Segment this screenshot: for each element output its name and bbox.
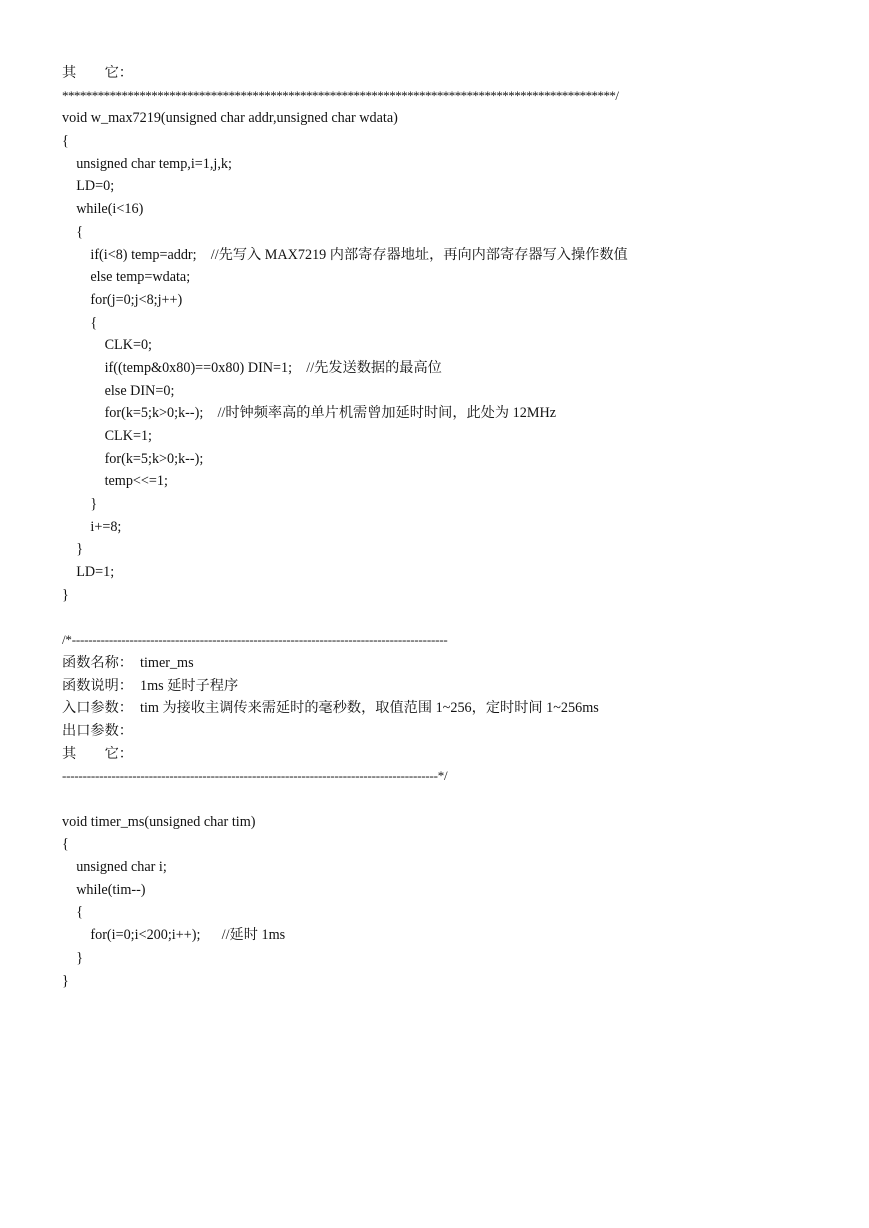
code-line: for(i=0;i<200;i++); //延时 1ms [62,927,286,944]
code-line: while(tim--) [62,881,146,898]
code-line: } [62,496,98,513]
code-line: if((temp&0x80)==0x80) DIN=1; //先发送数据的最高位 [62,359,442,376]
code-line: else DIN=0; [62,382,175,399]
function-signature-w-max7219: void w_max7219(unsigned char addr,unsigned char wdata) [62,110,398,127]
code-line: for(k=5;k>0;k--); [62,450,204,467]
comment-dash-divider-start: /*------------------------------------------------------------------------------------------- [62,632,448,648]
code-line: { [62,133,69,150]
code-line: CLK=0; [62,337,152,354]
code-listing [62,62,628,992]
code-line: } [62,972,69,989]
code-line: while(i<16) [62,201,144,218]
blank-line [62,607,628,630]
other-field: 其 它： [62,745,133,762]
code-line: else temp=wdata; [62,269,191,286]
code-line: i+=8; [62,518,122,535]
code-line: for(k=5;k>0;k--); //时钟频率高的单片机需曾加延时时间，此处为 12MHz [62,405,557,422]
code-line: } [62,586,69,603]
code-line: { [62,314,98,331]
code-line: } [62,541,83,558]
function-name-field: 函数名称： timer_ms [62,654,194,671]
code-line: } [62,949,83,966]
code-line: { [62,836,69,853]
comment-other-label: 其 它： [62,65,133,81]
code-line: { [62,904,83,921]
code-line: unsigned char i; [62,859,167,876]
code-line: for(j=0;j<8;j++) [62,291,183,308]
function-description-field: 函数说明： 1ms 延时子程序 [62,677,239,694]
output-parameters-field: 出口参数： [62,722,133,739]
code-line: CLK=1; [62,428,152,444]
code-line: LD=1; [62,564,115,581]
code-line: { [62,223,83,240]
blank-line [62,788,628,811]
comment-stars-divider: *********************************************************************************************/ [62,87,619,103]
comment-dash-divider-end: -------------------------------------------------------------------------------------------*/ [62,768,448,784]
code-line: unsigned char temp,i=1,j,k; [62,155,232,172]
code-line: temp<<=1; [62,473,168,490]
input-parameters-field: 入口参数： tim 为接收主调传来需延时的毫秒数，取值范围 1~256，定时时间 1~256ms [62,700,599,717]
function-signature-timer-ms: void timer_ms(unsigned char tim) [62,813,256,830]
code-line: if(i<8) temp=addr; //先写入 MAX7219 内部寄存器地址，再向内部寄存器写入操作数值 [62,246,628,263]
code-line: LD=0; [62,178,115,195]
